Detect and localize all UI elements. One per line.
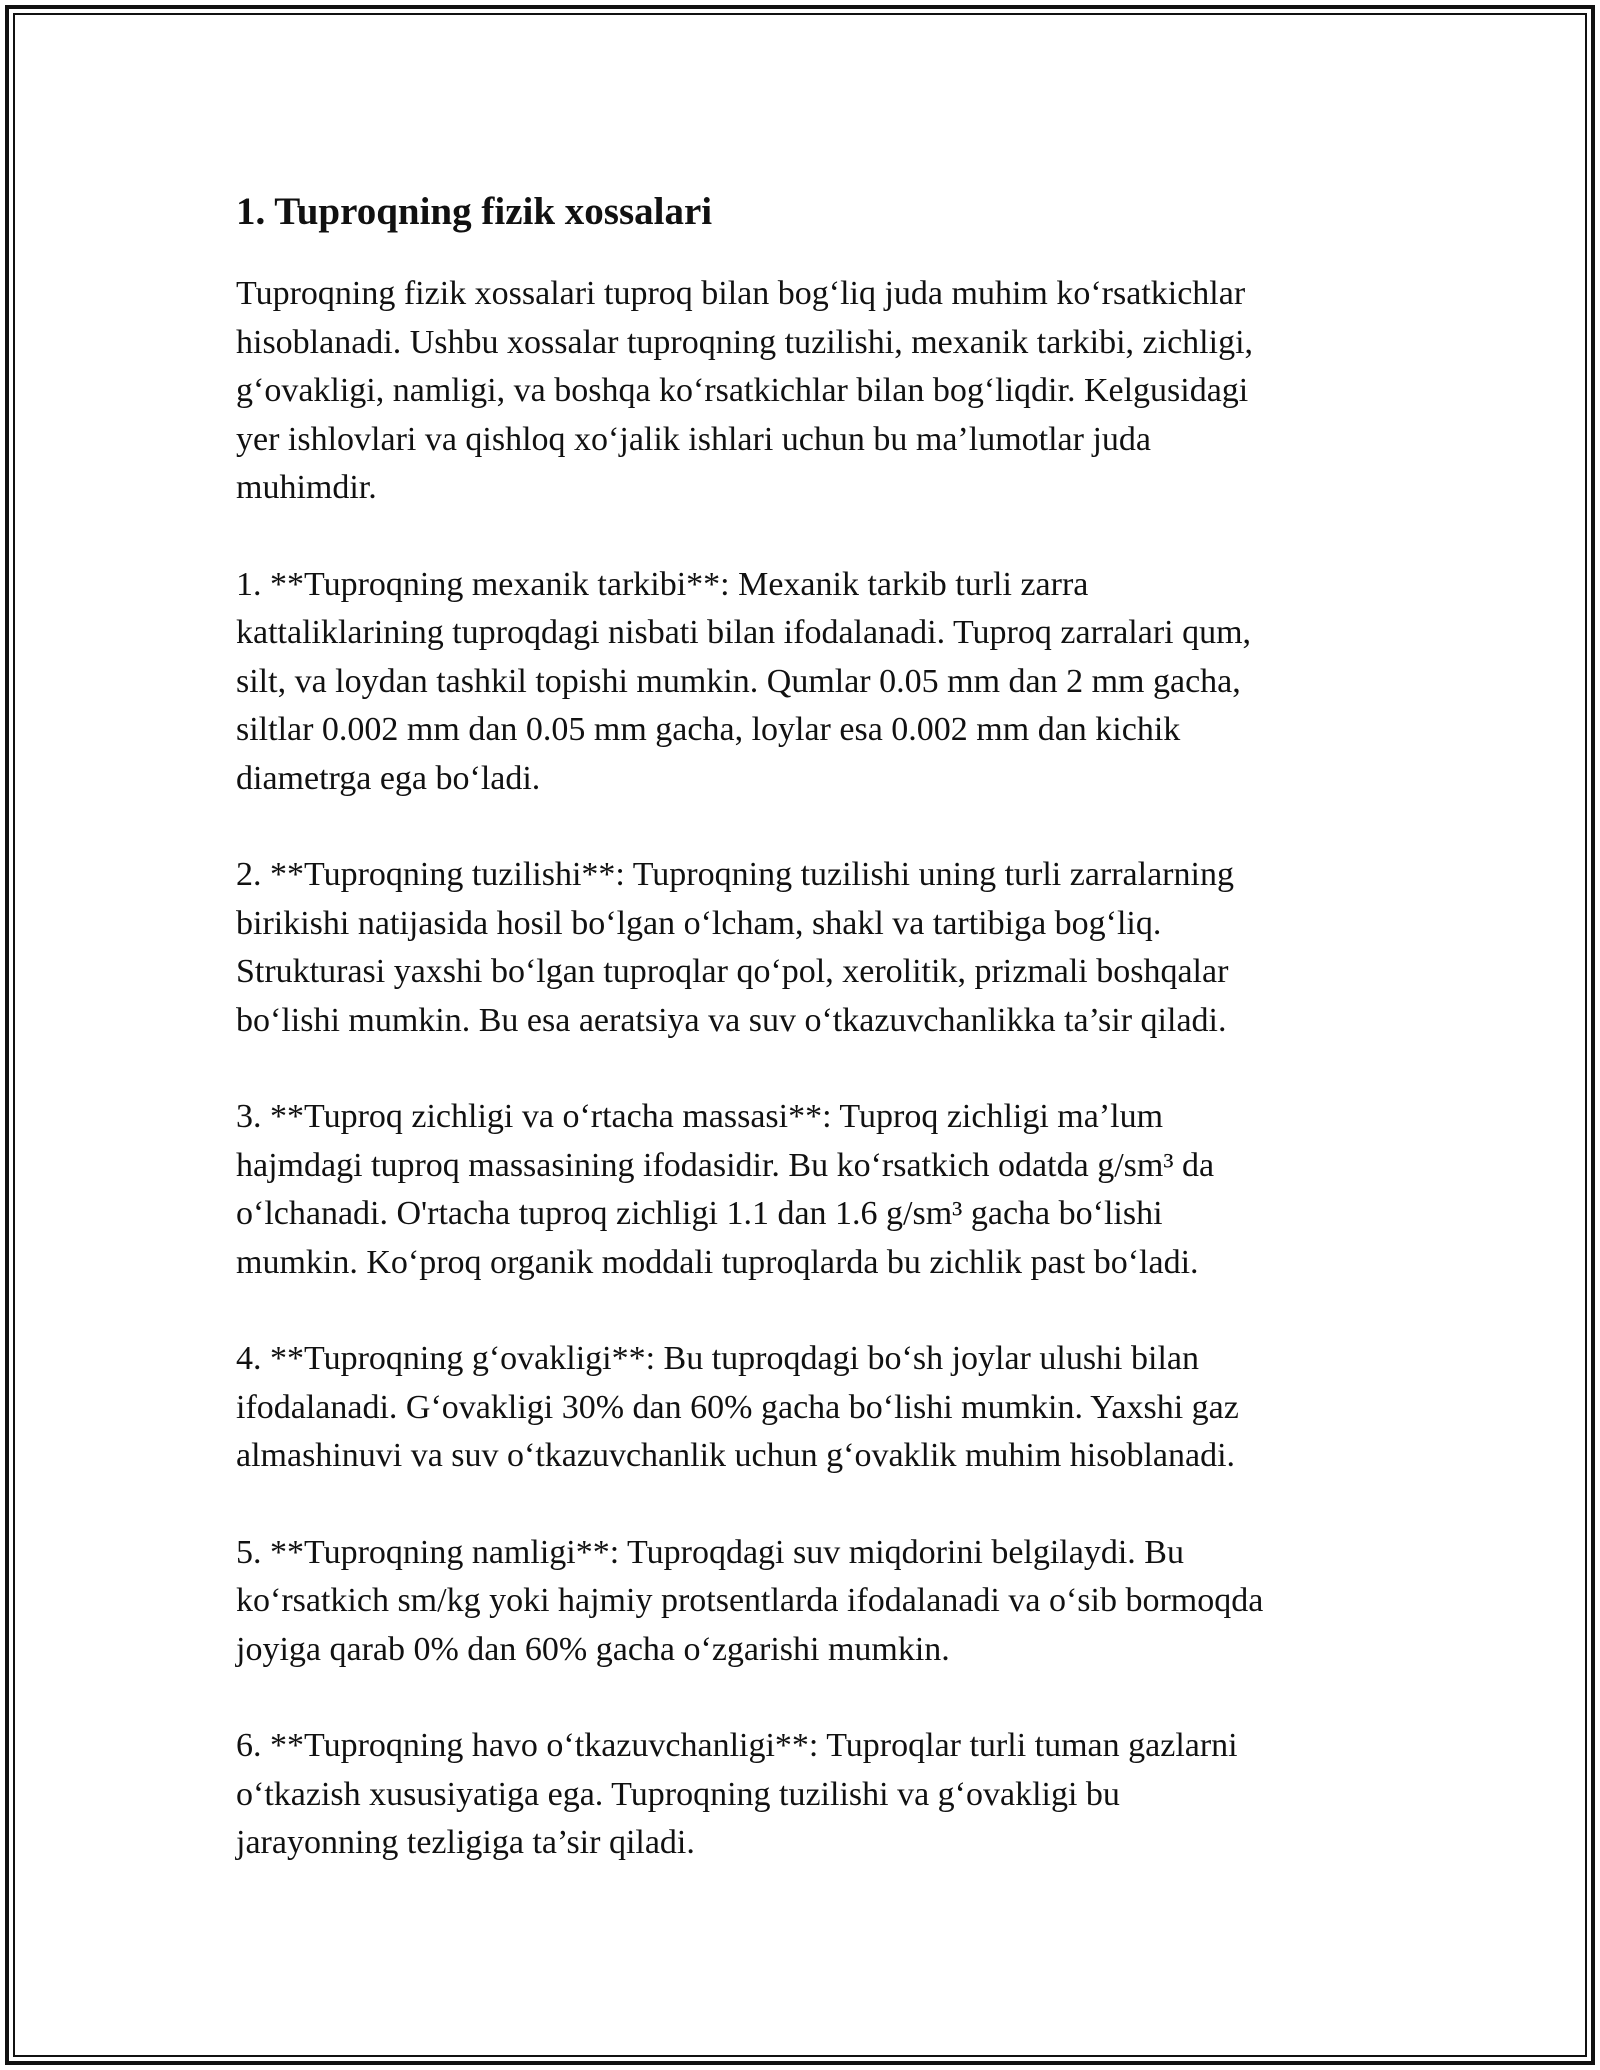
section-heading: 1. Tuproqning fizik xossalari bbox=[236, 190, 713, 233]
item-mechanical-composition: 1. **Tuproqning mexanik tarkibi**: Mexanik tarkib turli zarra kattaliklarining tuproqdagi nisbati bilan ifodalanadi. Tuproq zarralari qum, silt, va loydan tashkil topishi mumkin. Qumlar 0.05 mm dan 2 mm gacha, siltlar 0.002 mm dan 0.05 mm gacha, loylar esa 0.002 mm dan kichik diametrga ega bo‘ladi. bbox=[236, 565, 1252, 797]
item-density: 3. **Tuproq zichligi va o‘rtacha massasi**: Tuproq zichligi ma’lum hajmdagi tuproq massasining ifodasidir. Bu ko‘rsatkich odatda g/sm³ da o‘lchanadi. O'rtacha tuproq zichligi 1.1 dan 1.6 g/sm³ gacha bo‘lishi mumkin. Ko‘proq organik moddali tuproqlarda bu zichlik past bo‘ladi. bbox=[236, 1098, 1215, 1281]
item-structure: 2. **Tuproqning tuzilishi**: Tuproqning tuzilishi uning turli zarralarning birikishi natijasida hosil bo‘lgan o‘lcham, shakl va tartibiga bog‘liq. Strukturasi yaxshi bo‘lgan tuproqlar qo‘pol, xerolitik, prizmali boshqalar bo‘lishi mumkin. Bu esa aeratsiya va suv o‘tkazuvchanlikka ta’sir qiladi. bbox=[236, 856, 1234, 1039]
intro-paragraph: Tuproqning fizik xossalari tuproq bilan bog‘liq juda muhim ko‘rsatkichlar hisoblanadi. Ushbu xossalar tuproqning tuzilishi, mexanik tarkibi, zichligi, g‘ovakligi, namligi, va boshqa ko‘rsatkichlar bilan bog‘liqdir. Kelgusidagi yer ishlovlari va qishloq xo‘jalik ishlari uchun bu ma’lumotlar juda muhimdir. bbox=[236, 275, 1254, 506]
document-body bbox=[236, 186, 1356, 1916]
item-air-permeability: 6. **Tuproqning havo o‘tkazuvchanligi**: Tuproqlar turli tuman gazlarni o‘tkazish xususiyatiga ega. Tuproqning tuzilishi va g‘ovakligi bu jarayonning tezligiga ta’sir qiladi. bbox=[236, 1727, 1238, 1861]
item-moisture: 5. **Tuproqning namligi**: Tuproqdagi suv miqdorini belgilaydi. Bu ko‘rsatkich sm/kg yoki hajmiy protsentlarda ifodalanadi va o‘sib bormoqda joyiga qarab 0% dan 60% gacha o‘zgarishi mumkin. bbox=[236, 1533, 1264, 1668]
item-porosity: 4. **Tuproqning g‘ovakligi**: Bu tuproqdagi bo‘sh joylar ulushi bilan ifodalanadi. G‘ovakligi 30% dan 60% gacha bo‘lishi mumkin. Yaxshi gaz almashinuvi va suv o‘tkazuvchanlik uchun g‘ovaklik muhim hisoblanadi. bbox=[236, 1340, 1239, 1474]
